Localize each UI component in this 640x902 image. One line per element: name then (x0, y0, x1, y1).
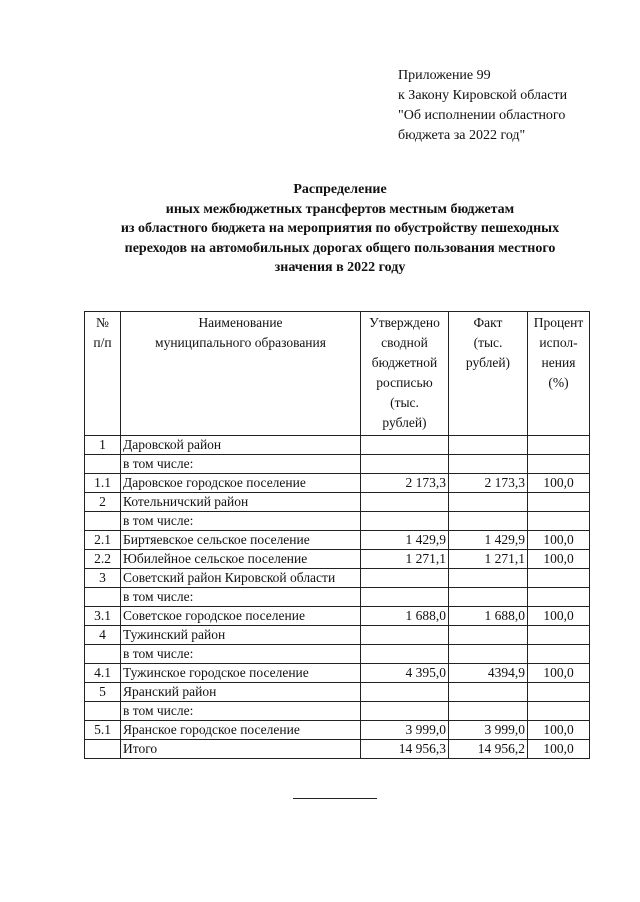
row-number: 3 (85, 569, 121, 588)
row-fact: 1 429,9 (449, 531, 528, 550)
row-fact: 1 688,0 (449, 607, 528, 626)
row-percent (528, 436, 590, 455)
row-percent (528, 626, 590, 645)
table-row (85, 588, 590, 607)
row-fact: 3 999,0 (449, 721, 528, 740)
table-row (85, 664, 590, 683)
row-percent: 100,0 (528, 740, 590, 759)
row-name: Биртяевское сельское поселение (121, 531, 361, 550)
table-row (85, 474, 590, 493)
row-percent (528, 569, 590, 588)
document-title (60, 180, 620, 278)
table-row (85, 683, 590, 702)
row-percent (528, 455, 590, 474)
table-row (85, 626, 590, 645)
row-name: Итого (121, 740, 361, 759)
table-row (85, 436, 590, 455)
row-number: 4 (85, 626, 121, 645)
row-percent (528, 512, 590, 531)
row-fact (449, 683, 528, 702)
row-approved: 1 271,1 (361, 550, 449, 569)
row-approved (361, 626, 449, 645)
row-name: Советский район Кировской области (121, 569, 361, 588)
row-fact (449, 569, 528, 588)
row-fact: 1 271,1 (449, 550, 528, 569)
row-approved (361, 455, 449, 474)
row-name: Яранское городское поселение (121, 721, 361, 740)
row-number (85, 455, 121, 474)
row-number (85, 702, 121, 721)
table-row (85, 512, 590, 531)
row-fact (449, 493, 528, 512)
row-name: Даровское городское поселение (121, 474, 361, 493)
row-approved: 1 688,0 (361, 607, 449, 626)
row-percent (528, 493, 590, 512)
table-header-row (85, 312, 590, 436)
row-fact (449, 626, 528, 645)
row-name: Даровской район (121, 436, 361, 455)
table-row (85, 607, 590, 626)
row-number: 2.1 (85, 531, 121, 550)
header-percent: Процент испол- нения (%) (528, 312, 590, 436)
row-approved: 3 999,0 (361, 721, 449, 740)
row-number (85, 740, 121, 759)
row-number: 5.1 (85, 721, 121, 740)
row-approved (361, 512, 449, 531)
row-approved: 2 173,3 (361, 474, 449, 493)
row-name: в том числе: (121, 455, 361, 474)
distribution-table (84, 311, 590, 759)
row-name: в том числе: (121, 702, 361, 721)
row-name: Тужинское городское поселение (121, 664, 361, 683)
row-number: 4.1 (85, 664, 121, 683)
row-percent: 100,0 (528, 474, 590, 493)
row-percent: 100,0 (528, 550, 590, 569)
row-fact (449, 436, 528, 455)
row-percent: 100,0 (528, 531, 590, 550)
header-name: Наименование муниципального образования (121, 312, 361, 436)
appendix-block (398, 66, 628, 146)
title-line: иных межбюджетных трансфертов местным бюджетам (165, 201, 515, 217)
row-percent (528, 588, 590, 607)
row-fact (449, 512, 528, 531)
row-approved (361, 683, 449, 702)
header-fact: Факт (тыс. рублей) (449, 312, 528, 436)
row-approved (361, 588, 449, 607)
row-name: в том числе: (121, 645, 361, 664)
table-row (85, 721, 590, 740)
row-approved (361, 702, 449, 721)
title-line: из областного бюджета на мероприятия по обустройству пешеходных (120, 221, 560, 236)
row-approved (361, 569, 449, 588)
table-row (85, 645, 590, 664)
table-row (85, 493, 590, 512)
title-line: переходов на автомобильных дорогах общего пользования местного (124, 240, 556, 256)
row-number: 2 (85, 493, 121, 512)
row-name: Юбилейное сельское поселение (121, 550, 361, 569)
row-percent: 100,0 (528, 721, 590, 740)
table-row (85, 740, 590, 759)
row-number: 2.2 (85, 550, 121, 569)
footer-divider (293, 798, 377, 799)
table-row (85, 702, 590, 721)
row-approved (361, 436, 449, 455)
row-percent (528, 702, 590, 721)
title-line: Распределение (293, 182, 387, 197)
row-fact (449, 588, 528, 607)
row-fact (449, 455, 528, 474)
row-fact: 4394,9 (449, 664, 528, 683)
row-name: Котельничский район (121, 493, 361, 512)
row-name: Тужинский район (121, 626, 361, 645)
table-row (85, 531, 590, 550)
appendix-line: к Закону Кировской области (398, 88, 568, 103)
row-number (85, 588, 121, 607)
row-name: Советское городское поселение (121, 607, 361, 626)
row-number: 1.1 (85, 474, 121, 493)
row-approved: 14 956,3 (361, 740, 449, 759)
row-number: 5 (85, 683, 121, 702)
appendix-line: "Об исполнении областного (398, 108, 566, 123)
row-percent (528, 645, 590, 664)
row-approved (361, 645, 449, 664)
row-name: в том числе: (121, 588, 361, 607)
row-percent: 100,0 (528, 664, 590, 683)
row-percent: 100,0 (528, 607, 590, 626)
header-approved: Утверждено сводной бюджетной росписью (тыс. рублей) (361, 312, 449, 436)
row-fact: 14 956,2 (449, 740, 528, 759)
header-num: № п/п (85, 312, 121, 436)
row-fact (449, 702, 528, 721)
table-row (85, 455, 590, 474)
table-row (85, 569, 590, 588)
row-number: 3.1 (85, 607, 121, 626)
row-approved: 4 395,0 (361, 664, 449, 683)
title-line: значения в 2022 году (274, 260, 406, 275)
table-row (85, 550, 590, 569)
row-approved (361, 493, 449, 512)
row-percent (528, 683, 590, 702)
appendix-line: бюджета за 2022 год" (398, 128, 526, 143)
row-fact (449, 645, 528, 664)
row-number: 1 (85, 436, 121, 455)
row-number (85, 512, 121, 531)
row-fact: 2 173,3 (449, 474, 528, 493)
row-name: в том числе: (121, 512, 361, 531)
row-name: Яранский район (121, 683, 361, 702)
appendix-line: Приложение 99 (398, 68, 491, 83)
row-number (85, 645, 121, 664)
row-approved: 1 429,9 (361, 531, 449, 550)
